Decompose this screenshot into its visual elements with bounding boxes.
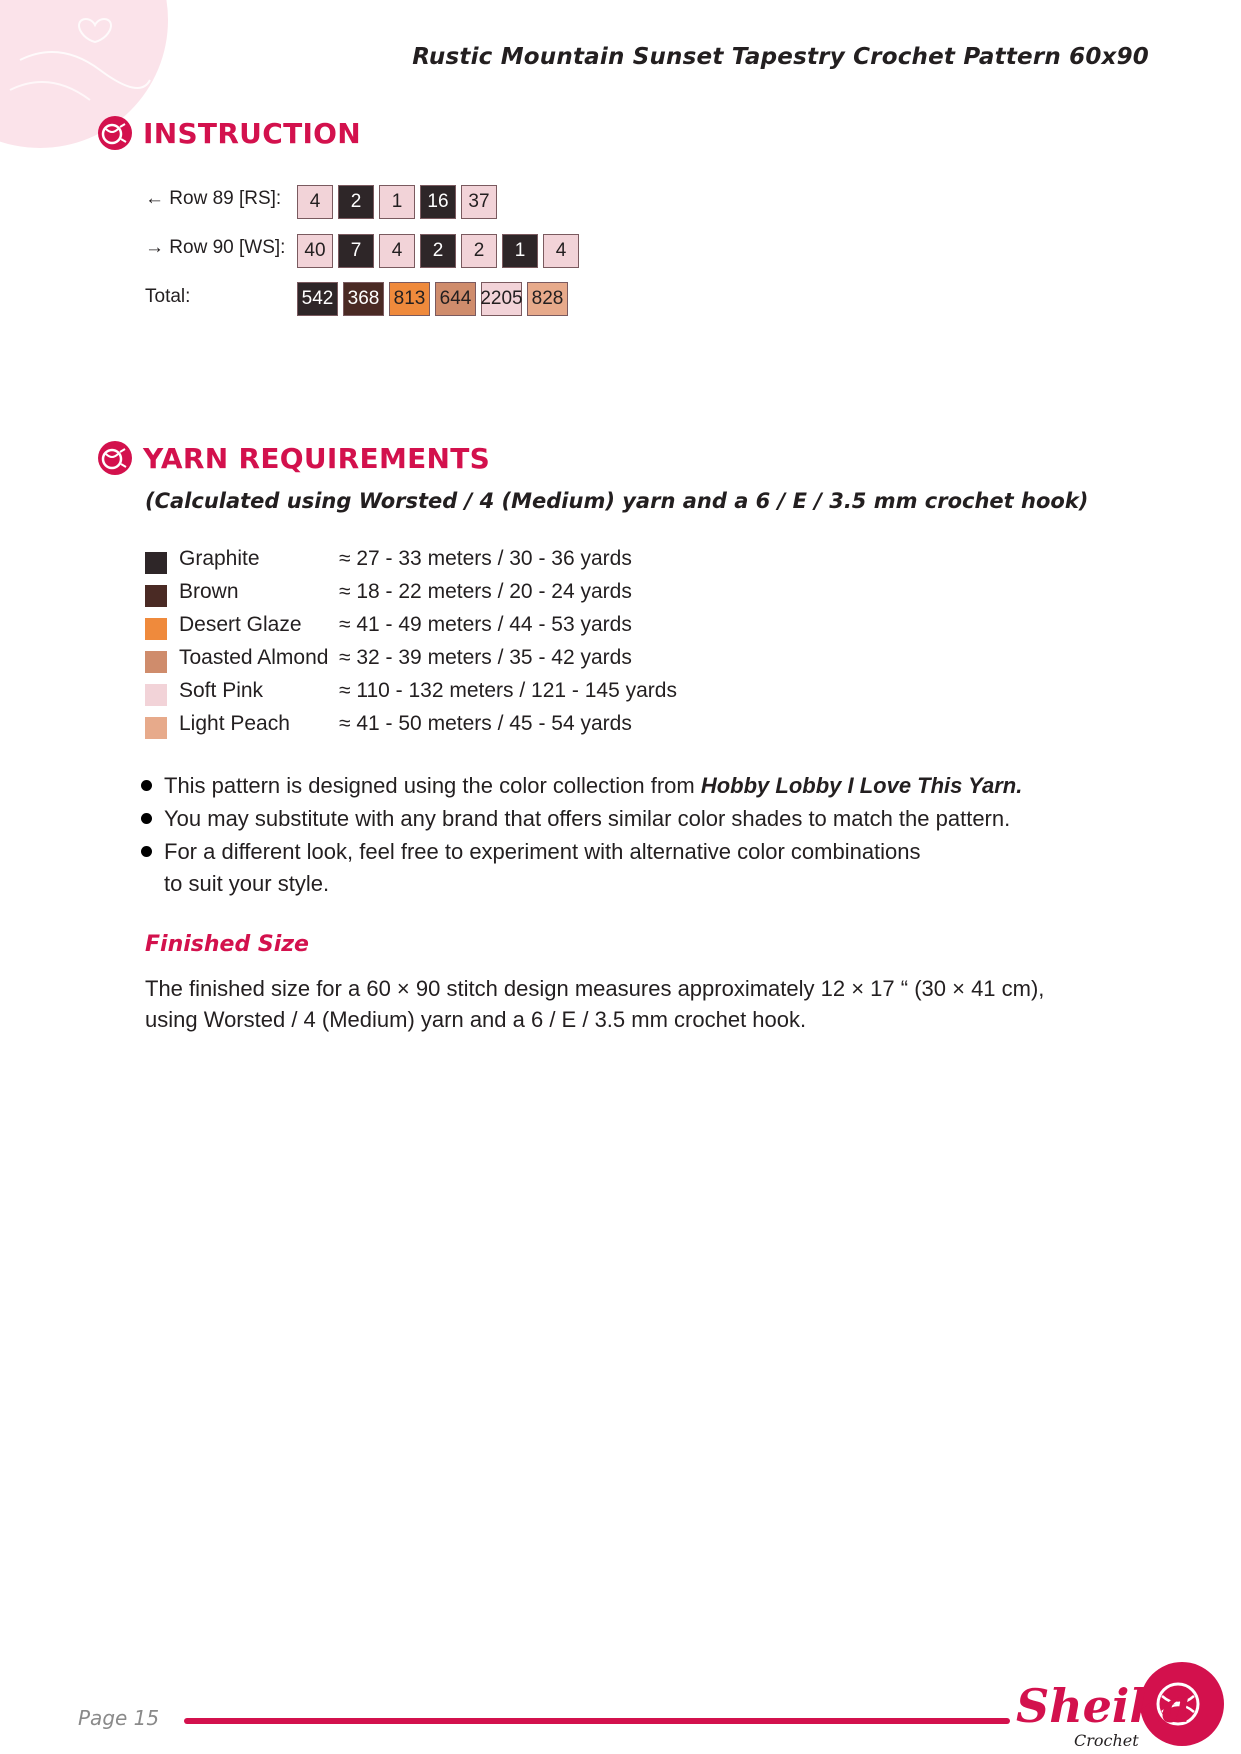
yarn-color-name: Light Peach [179, 712, 290, 735]
row-89-label: ← Row 89 [RS]: [145, 188, 282, 209]
brand-name: Hobby Lobby I Love This Yarn. [700, 773, 1023, 798]
yarn-amount: ≈ 27 - 33 meters / 30 - 36 yards [339, 547, 632, 570]
stitch-count-cell: 1 [502, 234, 538, 268]
color-swatch [145, 684, 167, 706]
note-item [141, 806, 1010, 832]
stitch-count-cell: 4 [543, 234, 579, 268]
yarn-color-name: Graphite [179, 547, 260, 570]
color-swatch [145, 552, 167, 574]
footer-divider [184, 1718, 1010, 1724]
yarn-amount: ≈ 32 - 39 meters / 35 - 42 yards [339, 646, 632, 669]
color-swatch [145, 651, 167, 673]
color-swatch [145, 717, 167, 739]
stitch-count-cell: 1 [379, 185, 415, 219]
stitch-count-cell: 368 [343, 282, 384, 316]
sheika-crochet-logo [1012, 1660, 1224, 1750]
note-text-continuation: to suit your style. [164, 871, 330, 896]
stitch-count-cell: 4 [297, 185, 333, 219]
stitch-count-cell: 828 [527, 282, 568, 316]
stitch-count-cell: 2 [461, 234, 497, 268]
row-89-cells [297, 185, 502, 219]
stitch-count-cell: 16 [420, 185, 456, 219]
yarn-subtitle: (Calculated using Worsted / 4 (Medium) yarn and a 6 / E / 3.5 mm crochet hook) [145, 489, 1089, 513]
stitch-count-cell: 2 [420, 234, 456, 268]
yarn-amount: ≈ 41 - 50 meters / 45 - 54 yards [339, 712, 632, 735]
stitch-count-cell: 7 [338, 234, 374, 268]
yarn-color-name: Desert Glaze [179, 613, 302, 636]
total-label: Total: [145, 286, 191, 307]
stitch-count-cell: 2205 [481, 282, 522, 316]
yarn-requirements-heading [97, 440, 490, 476]
note-item [141, 773, 1022, 799]
instruction-heading [97, 115, 361, 151]
yarn-amount: ≈ 41 - 49 meters / 44 - 53 yards [339, 613, 632, 636]
stitch-count-cell: 644 [435, 282, 476, 316]
yarn-amount: ≈ 18 - 22 meters / 20 - 24 yards [339, 580, 632, 603]
stitch-count-cell: 40 [297, 234, 333, 268]
stitch-count-cell: 4 [379, 234, 415, 268]
note-text: This pattern is designed using the color collection from [164, 773, 701, 798]
finished-size-line: The finished size for a 60 × 90 stitch design measures approximately 12 × 17 “ (30 × 41 cm), [145, 976, 1045, 1001]
stitch-count-cell: 542 [297, 282, 338, 316]
yarn-requirements-heading-text: YARN REQUIREMENTS [143, 441, 491, 475]
bullet-icon [141, 813, 152, 824]
finished-size-line: using Worsted / 4 (Medium) yarn and a 6 / E / 3.5 mm crochet hook. [145, 1007, 807, 1032]
stitch-count-cell: 2 [338, 185, 374, 219]
color-swatch [145, 618, 167, 640]
yarn-color-name: Soft Pink [179, 679, 264, 702]
row-90-label: → Row 90 [WS]: [145, 237, 286, 258]
logo-wordmark: Sheika [1016, 1679, 1192, 1733]
instruction-heading-text: INSTRUCTION [143, 116, 362, 150]
yarn-color-name: Brown [179, 580, 239, 603]
yarn-color-name: Toasted Almond [179, 646, 329, 669]
note-text: For a different look, feel free to experiment with alternative color combinations [164, 839, 921, 864]
stitch-count-cell: 813 [389, 282, 430, 316]
note-item [141, 839, 921, 865]
total-cells [297, 282, 573, 316]
bullet-icon [141, 846, 152, 857]
bullet-icon [141, 780, 152, 791]
yarn-amount: ≈ 110 - 132 meters / 121 - 145 yards [339, 679, 677, 702]
finished-size-title: Finished Size [145, 932, 309, 957]
stitch-count-cell: 37 [461, 185, 497, 219]
yarn-ball-badge-icon [97, 115, 133, 151]
yarn-ball-badge-icon [97, 440, 133, 476]
color-swatch [145, 585, 167, 607]
row-90-cells [297, 234, 584, 268]
page-number: Page 15 [78, 1706, 160, 1730]
logo-subtitle: Crochet [1074, 1731, 1139, 1750]
note-text: You may substitute with any brand that offers similar color shades to match the pattern. [164, 806, 1011, 831]
document-title: Rustic Mountain Sunset Tapestry Crochet Pattern 60x90 [412, 44, 1149, 70]
